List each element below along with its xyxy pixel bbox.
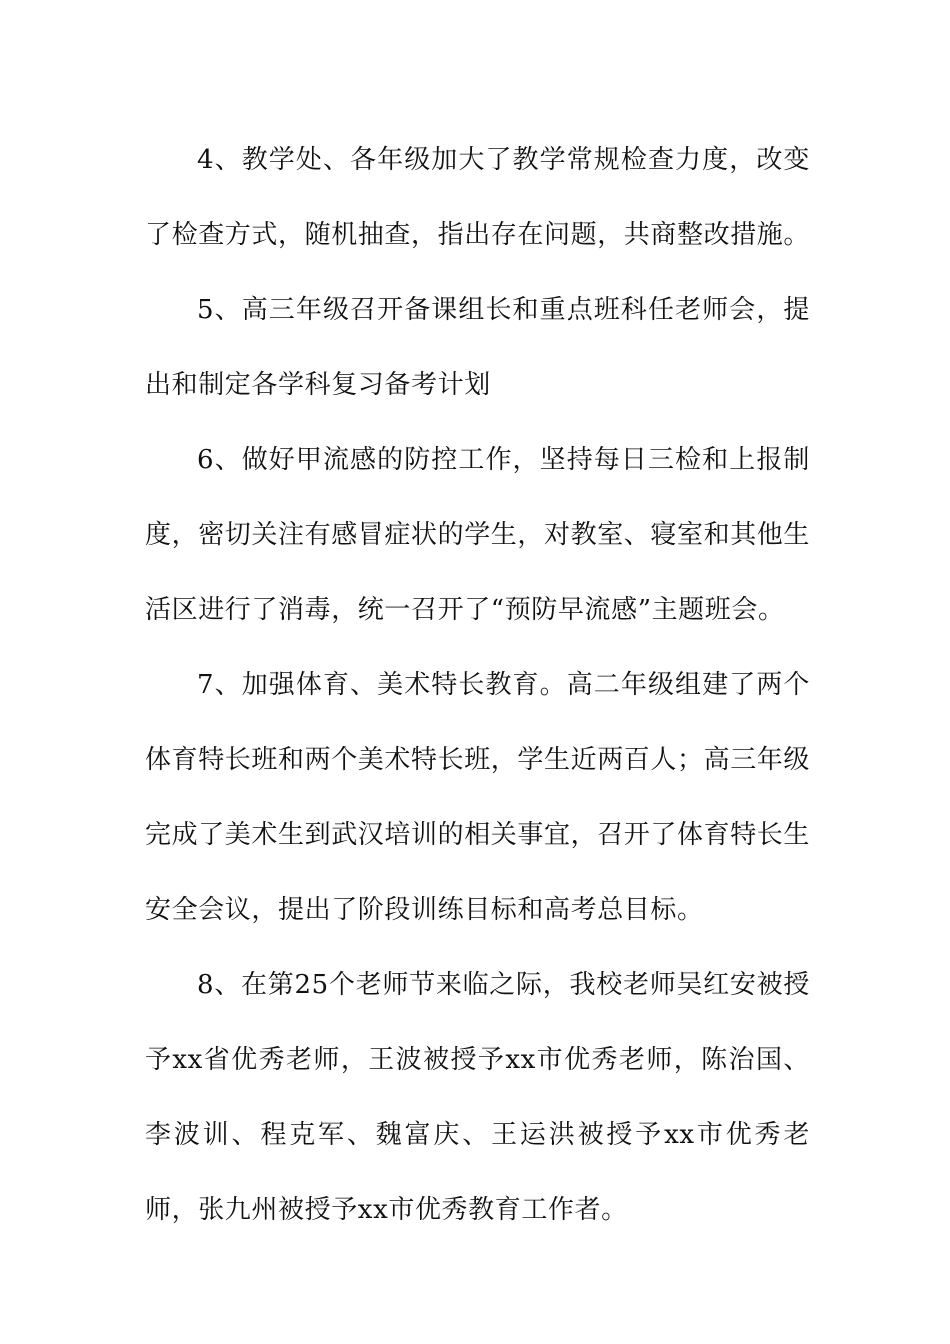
paragraph-item-5: 5、高三年级召开备课组长和重点班科任老师会，提出和制定各学科复习备考计划 [145,295,810,400]
paragraph-item-7: 7、加强体育、美术特长教育。高二年级组建了两个体育特长班和两个美术特长班，学生近两百人；高三年级完成了美术生到武汉培训的相关事宜，召开了体育特长生安全会议，提出了阶段训练目标和高考总目标。 [145,670,811,925]
paragraph-item-6: 6、做好甲流感的防控工作，坚持每日三检和上报制度，密切关注有感冒症状的学生，对教室、寝室和其他生活区进行了消毒，统一召开了“预防早流感”主题班会。 [145,445,811,625]
document-body [145,123,810,1248]
paragraph-item-4: 4、教学处、各年级加大了教学常规检查力度，改变了检查方式，随机抽查，指出存在问题，共商整改措施。 [145,145,811,250]
paragraph-item-8: 8、在第25个老师节来临之际，我校老师吴红安被授予xx省优秀老师，王波被授予xx市优秀老师，陈治国、李波训、程克军、魏富庆、王运洪被授予xx市优秀老师，张九州被授予xx市优秀教育工作者。 [145,970,810,1225]
